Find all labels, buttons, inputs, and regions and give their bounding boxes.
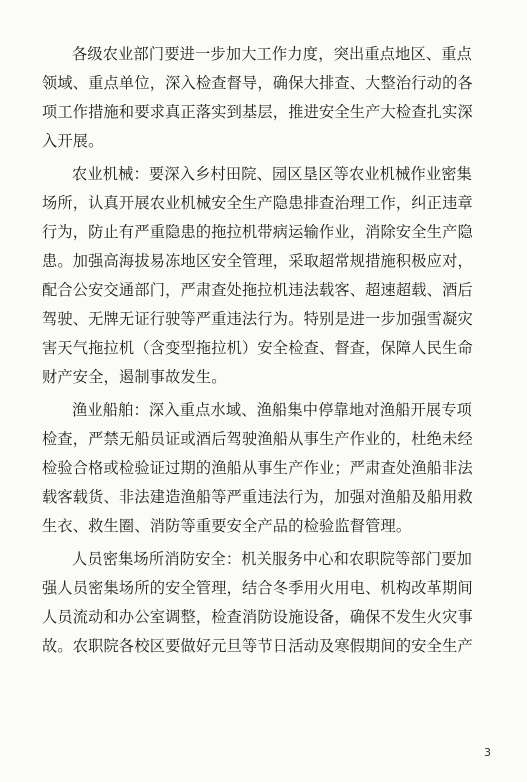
text-line: 人员密集场所消防安全：机关服务中心和农职院等部门要加 — [72, 550, 473, 568]
text-line: 财产安全，遏制事故发生。 — [42, 368, 227, 386]
text-line: 强人员密集场所的安全管理，结合冬季用火用电、机构改革期间 — [42, 579, 473, 597]
text-line: 行为，防止有严重隐患的拖拉机带病运输作业，消除安全生产隐 — [42, 223, 473, 241]
text-line: 检查，严禁无船员证或酒后驾驶渔船从事生产作业的，杜绝未经 — [42, 430, 473, 448]
paragraph-inspection-work — [42, 40, 492, 156]
text-line: 渔业船舶：深入重点水域、渔船集中停靠地对渔船开展专项 — [72, 401, 473, 419]
document-body — [42, 40, 492, 665]
paragraph-fishing-vessels — [42, 396, 492, 541]
page-number: 3 — [484, 746, 491, 759]
text-line: 害天气拖拉机（含变型拖拉机）安全检查、督查，保障人民生命 — [42, 339, 473, 357]
text-line: 检验合格或检验证过期的渔船从事生产作业；严肃查处渔船非法 — [42, 459, 473, 477]
text-line: 农业机械：要深入乡村田院、园区垦区等农业机械作业密集 — [72, 165, 473, 183]
text-line: 各级农业部门要进一步加大工作力度，突出重点地区、重点 — [72, 45, 473, 63]
text-line: 载客载货、非法建造渔船等严重违法行为，加强对渔船及船用救 — [42, 488, 473, 506]
text-line: 生衣、救生圈、消防等重要安全产品的检验监督管理。 — [42, 517, 412, 535]
paragraph-fire-safety — [42, 545, 492, 661]
text-line: 领域、重点单位，深入检查督导，确保大排查、大整治行动的各 — [42, 74, 473, 92]
text-line: 项工作措施和要求真正落实到基层，推进安全生产大检查扎实深 — [42, 103, 473, 121]
text-line: 配合公安交通部门，严肃查处拖拉机违法载客、超速超载、酒后 — [42, 281, 473, 299]
paragraph-agricultural-machinery — [42, 160, 492, 392]
text-line: 故。农职院各校区要做好元旦等节日活动及寒假期间的安全生产 — [42, 637, 473, 655]
text-line: 患。加强高海拔易冻地区安全管理，采取超常规措施积极应对， — [42, 252, 473, 270]
text-line: 人员流动和办公室调整，检查消防设施设备，确保不发生火灾事 — [42, 608, 473, 626]
text-line: 驾驶、无牌无证行驶等严重违法行为。特别是进一步加强雪凝灾 — [42, 310, 473, 328]
text-line: 入开展。 — [42, 132, 104, 150]
text-line: 场所，认真开展农业机械安全生产隐患排查治理工作，纠正违章 — [42, 194, 473, 212]
